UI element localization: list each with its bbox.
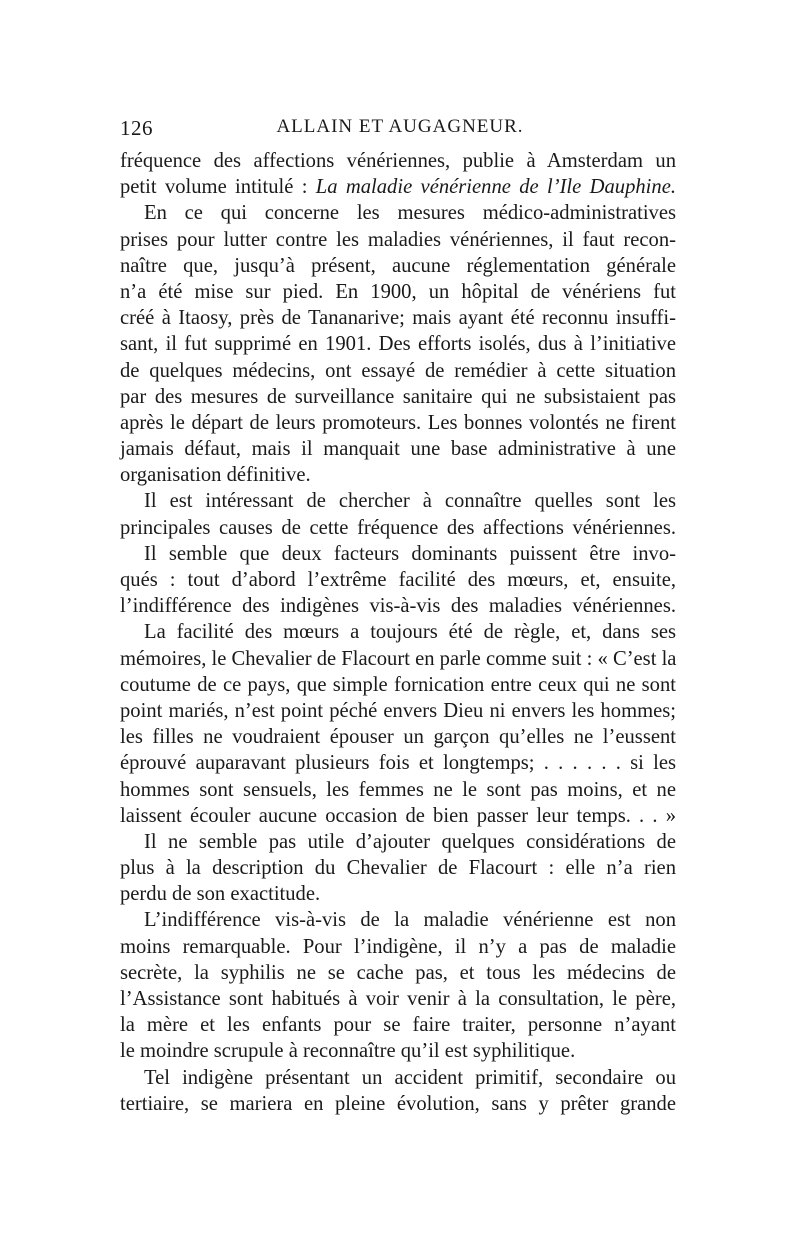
text-line: mémoires, le Chevalier de Flacourt en parle comme suit : « C’est la	[120, 647, 677, 670]
text-line: qués : tout d’abord l’extrême facilité des mœurs, et, ensuite,	[120, 569, 676, 591]
body-text	[120, 148, 676, 1117]
text-line: Tel indigène présentant un accident primitif, secondaire ou	[144, 1066, 676, 1089]
text-line: l’indifférence des indigènes vis-à-vis des maladies vénériennes.	[120, 595, 676, 618]
text-line: organisation définitive.	[120, 464, 311, 487]
text-fragment: petit volume intitulé :	[120, 176, 316, 199]
page-number: 126	[120, 116, 153, 140]
text-line: naître que, jusqu’à présent, aucune réglementation générale	[120, 254, 676, 277]
text-line: laissent écouler aucune occasion de bien passer leur temps. . . »	[120, 804, 676, 827]
text-line: Il ne semble pas utile d’ajouter quelques considérations de	[144, 830, 676, 853]
running-head	[120, 116, 680, 146]
text-line: En ce qui concerne les mesures médico-administratives	[144, 202, 676, 225]
text-line: perdu de son exactitude.	[120, 883, 321, 906]
text-line: fréquence des affections vénériennes, publie à Amsterdam un	[120, 150, 676, 172]
text-line: hommes sont sensuels, les femmes ne le sont pas moins, et ne	[120, 778, 676, 801]
text-line: par des mesures de surveillance sanitaire qui ne subsistaient pas	[120, 385, 676, 408]
text-line: l’Assistance sont habitués à voir venir à la consultation, le père,	[120, 988, 676, 1010]
text-line: point mariés, n’est point péché envers Dieu ni envers les hommes;	[120, 699, 676, 722]
text-line: jamais défaut, mais il manquait une base administrative à une	[120, 438, 676, 461]
text-line: n’a été mise sur pied. En 1900, un hôpital de vénériens fut	[120, 280, 676, 303]
running-title: ALLAIN ET AUGAGNEUR.	[276, 116, 524, 137]
text-line: Il semble que deux facteurs dominants puissent être invo-	[144, 542, 676, 565]
text-line: coutume de ce pays, que simple fornication entre ceux qui ne sont	[120, 673, 676, 696]
text-line: principales causes de cette fréquence des affections vénériennes.	[120, 516, 676, 539]
text-line: sant, il fut supprimé en 1901. Des efforts isolés, dus à l’initiative	[120, 333, 676, 356]
text-line: Il est intéressant de chercher à connaître quelles sont les	[144, 490, 676, 513]
text-line: prises pour lutter contre les maladies vénériennes, il faut recon-	[120, 228, 676, 251]
text-line: secrète, la syphilis ne se cache pas, et tous les médecins de	[120, 961, 676, 984]
text-line: L’indifférence vis-à-vis de la maladie vénérienne est non	[144, 909, 676, 932]
text-line: la mère et les enfants pour se faire traiter, personne n’ayant	[120, 1014, 676, 1037]
text-line: après le départ de leurs promoteurs. Les bonnes volontés ne firent	[120, 411, 676, 434]
text-line: La facilité des mœurs a toujours été de règle, et, dans ses	[144, 621, 676, 644]
text-line: créé à Itaosy, près de Tananarive; mais ayant été reconnu insuffi-	[120, 307, 676, 330]
text-line: de quelques médecins, ont essayé de remédier à cette situation	[120, 359, 676, 382]
text-line: le moindre scrupule à reconnaître qu’il est syphilitique.	[120, 1040, 576, 1063]
text-line: éprouvé auparavant plusieurs fois et longtemps; . . . . . . si les	[120, 752, 676, 775]
text-line-with-title	[120, 174, 676, 200]
text-line: moins remarquable. Pour l’indigène, il n’y a pas de maladie	[120, 935, 676, 958]
text-line: tertiaire, se mariera en pleine évolution, sans y prêter grande	[120, 1092, 676, 1115]
text-line: plus à la description du Chevalier de Flacourt : elle n’a rien	[120, 857, 676, 880]
book-title: La maladie vénérienne de l’Ile Dauphine.	[315, 176, 676, 199]
text-line: les filles ne voudraient épouser un garçon qu’elles ne l’eussent	[120, 726, 676, 749]
